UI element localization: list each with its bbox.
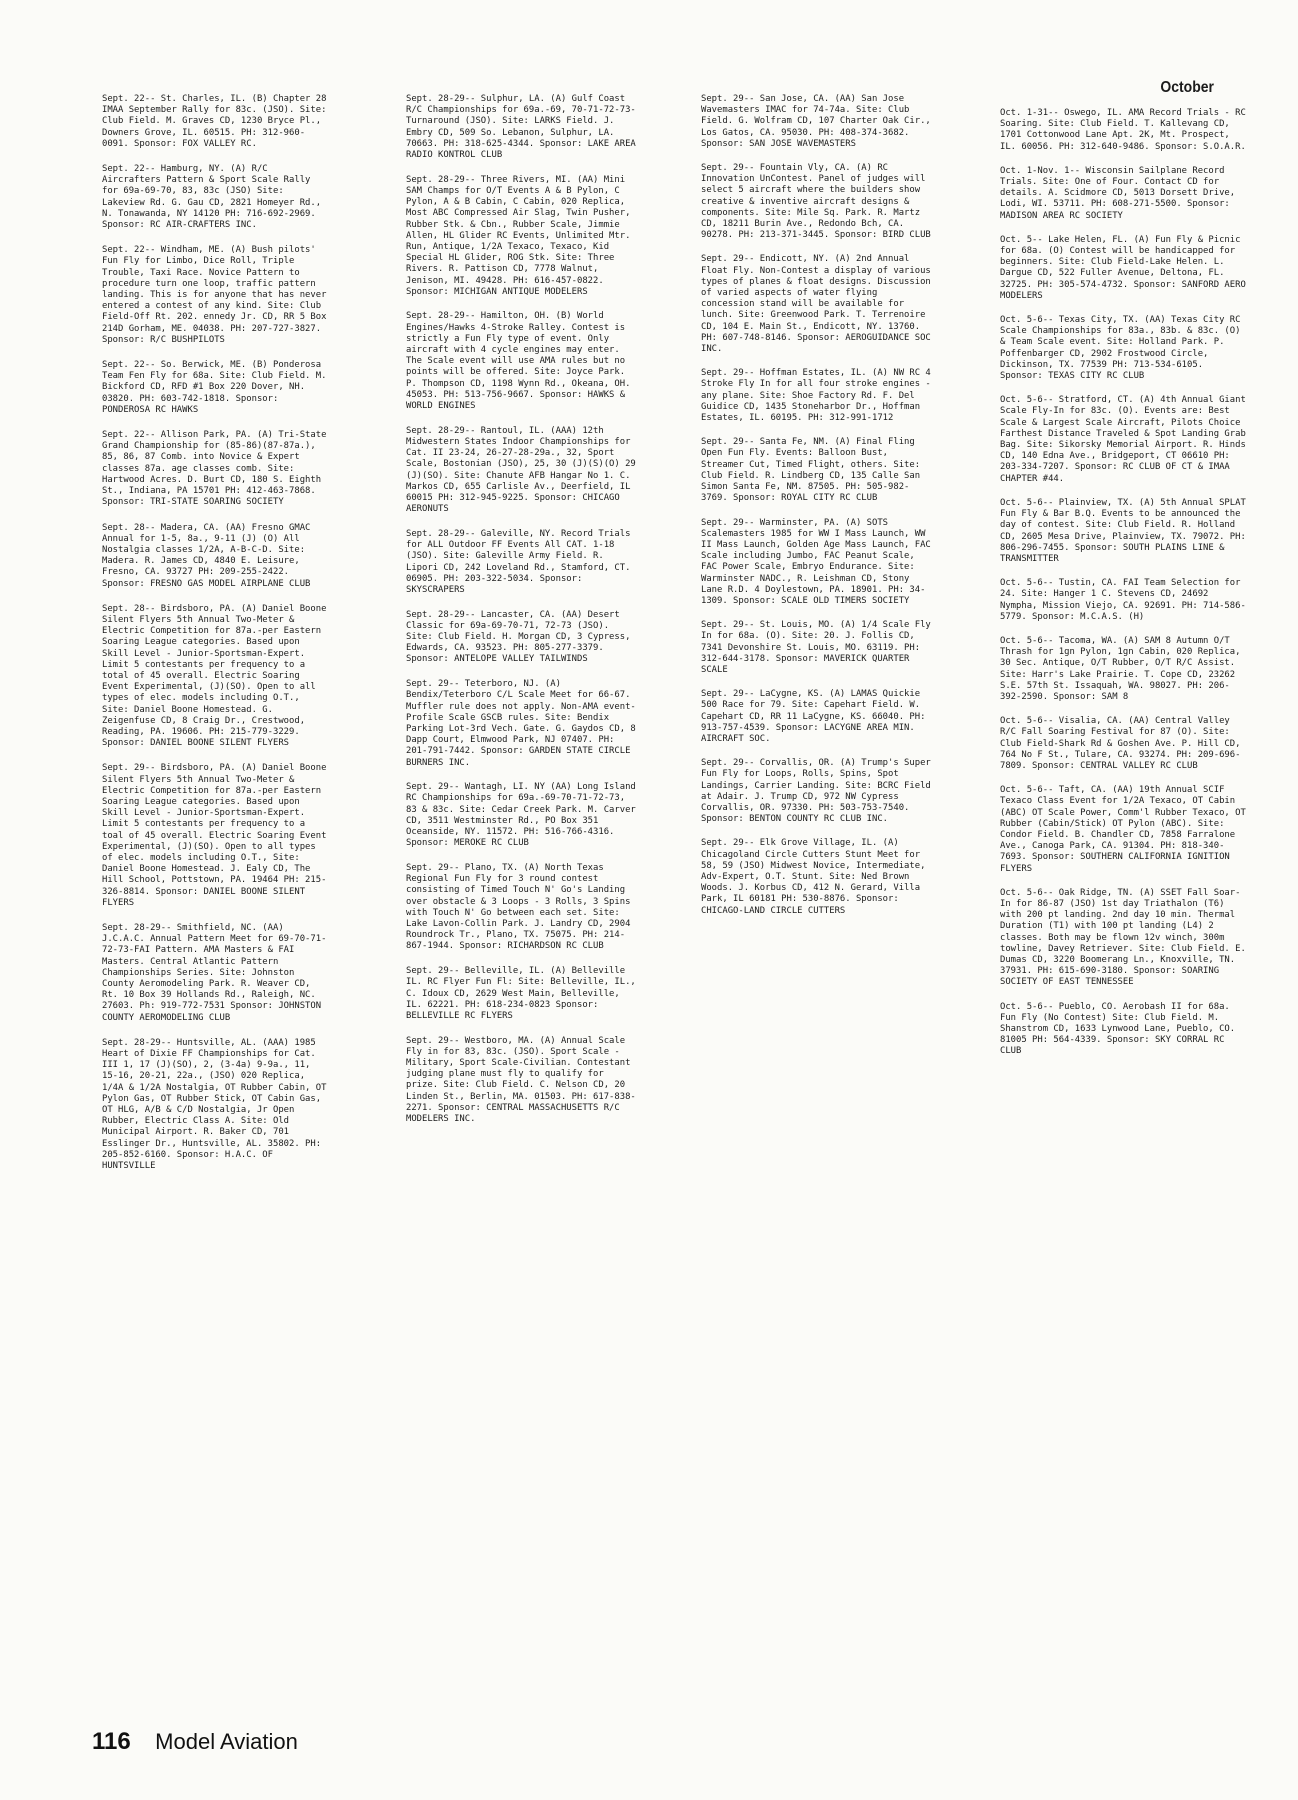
event-listing: Sept. 29-- Westboro, MA. (A) Annual Scale Fly in for 83, 83c. (JSO). Sport Scale - Military, Sport Scale-Civilian. Contestant judging plane must fly to qualify for prize. Site: Club Field. C. Nelson CD, 20 Linden St., Berlin, MA. 01503. PH: 617-838-2271. Sponsor: CENTRAL MASSACHUSETTS R/C MODELERS INC. bbox=[406, 1035, 636, 1125]
event-listing: Sept. 29-- Hoffman Estates, IL. (A) NW RC 4 Stroke Fly In for all four stroke engines - any plane. Site: Shoe Factory Rd. F. Del Guidice CD, 1435 Stoneharbor Dr., Hoffman Estates, IL. 60195. PH: 312-991-1712 bbox=[701, 368, 931, 424]
event-listing: Sept. 28-29-- Rantoul, IL. (AAA) 12th Midwestern States Indoor Championships for Cat. II 23-24, 26-27-28-29a., 32, Sport Scale, Bostonian (JSO), 25, 30 (J)(S)(O) 29 (J)(SO). Site: Chanute AFB Hangar No 1. C. Markos CD, 655 Carlisle Av., Deerfield, IL 60015 PH: 312-945-9225. Sponsor: CHICAGO AERONUTS bbox=[406, 425, 636, 515]
column-1 bbox=[102, 94, 327, 1186]
event-listing: Sept. 28-29-- Sulphur, LA. (A) Gulf Coast R/C Championships for 69a.-69, 70-71-72-73-Turnaround (JSO). Site: LARKS Field. J. Embry CD, 509 So. Lebanon, Sulphur, LA. 70663. PH: 318-625-4344. Sponsor: LAKE AREA RADIO KONTROL CLUB bbox=[406, 94, 636, 161]
event-listing: Oct. 5-6-- Tacoma, WA. (A) SAM 8 Autumn O/T Thrash for 1gn Pylon, 1gn Cabin, 020 Replica, 30 Sec. Antique, O/T Rubber, O/T R/C Assist. Site: Harr's Lake Prairie. T. Cope CD, 23262 S.E. 57th St. Issaquah, WA. 98027. PH: 206-392-2590. Sponsor: SAM 8 bbox=[1000, 635, 1241, 702]
event-listing: Sept. 29-- Teterboro, NJ. (A) Bendix/Teterboro C/L Scale Meet for 66-67. Muffler rule does not apply. Non-AMA event-Profile Scale GSCB rules. Site: Bendix Parking Lot-3rd Vech. Gate. G. Gaydos CD, 8 Dapp Court, Elmwood Park, NJ 07407. PH: 201-791-7442. Sponsor: GARDEN STATE CIRCLE BURNERS INC. bbox=[406, 679, 636, 768]
event-listing: Oct. 5-6-- Taft, CA. (AA) 19th Annual SCIF Texaco Class Event for 1/2A Texaco, OT Cabin (ABC) OT Scale Power, Comm'l Rubber Texaco, OT Rubber (Cabin/Stick) OT Pylon (ABC). Site: Condor Field. B. Chandler CD, 7858 Farralone Ave., Canoga Park, CA. 91304. PH: 818-340-7693. Sponsor: SOUTHERN CALIFORNIA IGNITION FLYERS bbox=[1000, 785, 1246, 874]
page-number: 116 bbox=[92, 1728, 131, 1755]
event-listing: Sept. 29-- Plano, TX. (A) North Texas Regional Fun Fly for 3 round contest consisting of Timed Touch N' Go's Landing over obstacle & 3 Loops - 3 Rolls, 3 Spins with Touch N' Go between each set. Site: Lake Lavon-Collin Park. J. Landry CD, 2904 Roundrock Tr., Plano, TX. 75075. PH: 214-867-1944. Sponsor: RICHARDSON RC CLUB bbox=[406, 862, 631, 952]
event-listing: Oct. 1-Nov. 1-- Wisconsin Sailplane Record Trials. Site: One of Four. Contact CD for details. A. Scidmore CD, 5013 Dorsett Drive, Lodi, WI. 53711. PH: 608-271-5500. Sponsor: MADISON AREA RC SOCIETY bbox=[1000, 165, 1236, 221]
event-listing: Sept. 28-- Madera, CA. (AA) Fresno GMAC Annual for 1-5, 8a., 9-11 (J) (O) All Nostalgia classes 1/2A, A-B-C-D. Site: Madera. R. James CD, 4840 E. Leisure, Fresno, CA. 93727 PH: 209-255-2422. Sponsor: FRESNO GAS MODEL AIRPLANE CLUB bbox=[102, 522, 311, 589]
event-listing: Oct. 5-- Lake Helen, FL. (A) Fun Fly & Picnic for 68a. (O) Contest will be handicapped for beginners. Site: Club Field-Lake Helen. L. Dargue CD, 522 Fuller Avenue, Deltona, FL. 32725. PH: 305-574-4732. Sponsor: SANFORD AERO MODELERS bbox=[1000, 234, 1246, 301]
event-listing: Sept. 22-- Allison Park, PA. (A) Tri-State Grand Championship for (85-86)(87-87a.), 85, 86, 87 Comb. into Novice & Expert classes 87a. age classes comb. Site: Hartwood Acres. D. Burt CD, 180 S. Eighth St., Indiana, PA 15701 PH: 412-463-7868. Sponsor: TRI-STATE SOARING SOCIETY bbox=[102, 430, 327, 508]
event-listing: Oct. 5-6-- Oak Ridge, TN. (A) SSET Fall Soar-In for 86-87 (JSO) 1st day Triathalon (T6) with 200 pt landing. 2nd day 10 min. Thermal Duration (T1) with 100 pt landing (L4) 2 classes. Both may be flown 12v winch, 300m towline, Davey Retriever. Site: Club Field. E. Dumas CD, 3220 Boomerang Ln., Knoxville, TN. 37931. PH: 615-690-3180. Sponsor: SOARING SOCIETY OF EAST TENNESSEE bbox=[1000, 887, 1246, 988]
event-listing: Sept. 29-- St. Louis, MO. (A) 1/4 Scale Fly In for 68a. (O). Site: 20. J. Follis CD, 7341 Devonshire St. Louis, MO. 63119. PH: 312-644-3178. Sponsor: MAVERICK QUARTER SCALE bbox=[701, 620, 931, 675]
event-listing: Sept. 22-- Hamburg, NY. (A) R/C Aircrafters Pattern & Sport Scale Rally for 69a-69-70, 83, 83c (JSO) Site: Lakeview Rd. G. Gau CD, 2821 Homeyer Rd., N. Tonawanda, NY 14120 PH: 716-692-2969. Sponsor: RC AIR-CRAFTERS INC. bbox=[102, 164, 322, 231]
event-listing: Sept. 28-- Birdsboro, PA. (A) Daniel Boone Silent Flyers 5th Annual Two-Meter & Electric Competition for 87a.-per Eastern Soaring League categories. Based upon Skill Level - Junior-Sportsman-Expert. Limit 5 contestants per frequency to a total of 45 overall. Electric Soaring Event Experimental, (J)(SO). Open to all types of elec. models including O.T., Site: Daniel Boone Homestead. G. Zeigenfuse CD, 8 Craig Dr., Crestwood, Reading, PA. 19606. PH: 215-779-3229. Sponsor: DANIEL BOONE SILENT FLYERS bbox=[102, 603, 327, 749]
event-listing: Sept. 29-- LaCygne, KS. (A) LAMAS Quickie 500 Race for 79. Site: Capehart Field. W. Capehart CD, RR 11 LaCygne, KS. 66040. PH: 913-757-4539. Sponsor: LACYGNE AREA MIN. AIRCRAFT SOC. bbox=[701, 689, 926, 744]
event-listing: Oct. 5-6-- Plainview, TX. (A) 5th Annual SPLAT Fun Fly & Bar B.Q. Events to be announced the day of contest. Site: Club Field. R. Holland CD, 2605 Mesa Drive, Plainview, TX. 79072. PH: 806-296-7455. Sponsor: SOUTH PLAINS LINE & TRANSMITTER bbox=[1000, 497, 1246, 564]
event-listing: Oct. 1-31-- Oswego, IL. AMA Record Trials - RC Soaring. Site: Club Field. T. Kallevang CD, 1701 Cottonwood Lane Apt. 2K, Mt. Prospect, IL. 60056. PH: 312-640-9486. Sponsor: S.O.A.R. bbox=[1000, 108, 1246, 152]
event-listing: Sept. 29-- San Jose, CA. (AA) San Jose Wavemasters IMAC for 74-74a. Site: Club Field. G. Wolfram CD, 107 Charter Oak Cir., Los Gatos, CA. 95030. PH: 408-374-3682. Sponsor: SAN JOSE WAVEMASTERS bbox=[701, 94, 931, 149]
event-listing: Sept. 28-29-- Hamilton, OH. (B) World Engines/Hawks 4-Stroke Ralley. Contest is strictly a Fun Fly type of event. Only aircraft with 4 cycle engines may enter. The Scale event will use AMA rules but no points will be offered. Site: Joyce Park. P. Thompson CD, 1198 Wynn Rd., Okeana, OH. 45053. PH: 513-756-9667. Sponsor: HAWKS & WORLD ENGINES bbox=[406, 311, 631, 412]
event-listing: Sept. 28-29-- Three Rivers, MI. (AA) Mini SAM Champs for O/T Events A & B Pylon, C Pylon, A & B Cabin, C Cabin, 020 Replica, Most ABC Compressed Air Slag, Twin Pusher, Rubber Stk. & Cbn., Rubber Scale, Jimmie Allen, HL Glider RC Events, Unlimited Mtr. Run, Antique, 1/2A Texaco, Texaco, Kid Special HL Glider, ROG Stk. Site: Three Rivers. R. Pattison CD, 7778 Walnut, Jenison, MI. 49428. PH: 616-457-0822. Sponsor: MICHIGAN ANTIQUE MODELERS bbox=[406, 174, 631, 297]
column-3 bbox=[701, 94, 931, 930]
event-listing: Sept. 29-- Corvallis, OR. (A) Trump's Super Fun Fly for Loops, Rolls, Spins, Spot Landings, Carrier Landing. Site: BCRC Field at Adair. J. Trump CD, 972 NW Cypress Corvallis, OR. 97330. PH: 503-753-7540. Sponsor: BENTON COUNTY RC CLUB INC. bbox=[701, 758, 931, 825]
event-listing: Oct. 5-6-- Tustin, CA. FAI Team Selection for 24. Site: Hanger 1 C. Stevens CD, 24692 Nympha, Mission Viejo, CA. 92691. PH: 714-586-5779. Sponsor: M.C.A.S. (H) bbox=[1000, 578, 1246, 622]
event-listing: Oct. 5-6-- Stratford, CT. (A) 4th Annual Giant Scale Fly-In for 83c. (O). Events are: Best Scale & Largest Scale Aircraft, Pilots Choice Farthest Distance Traveled & Spot Landing Grab Bag. Site: Sikorsky Memorial Airport. R. Hinds CD, 140 Edna Ave., Bridgeport, CT 06610 PH: 203-334-7207. Sponsor: RC CLUB OF CT & IMAA CHAPTER #44. bbox=[1000, 395, 1246, 484]
event-listing: Sept. 28-29-- Lancaster, CA. (AA) Desert Classic for 69a-69-70-71, 72-73 (JSO). Site: Club Field. H. Morgan CD, 3 Cypress, Edwards, CA. 93523. PH: 805-277-3379. Sponsor: ANTELOPE VALLEY TAILWINDS bbox=[406, 609, 631, 665]
column-4 bbox=[1000, 78, 1250, 1071]
event-listing: Sept. 29-- Wantagh, LI. NY (AA) Long Island RC Championships for 69a.-69-70-71-72-73, 83 & 83c. Site: Cedar Creek Park. M. Carver CD, 3511 Westminster Rd., PO Box 351 Oceanside, NY. 11572. PH: 516-766-4316. Sponsor: MEROKE RC CLUB bbox=[406, 782, 636, 849]
event-listing: Sept. 28-29-- Galeville, NY. Record Trials for ALL Outdoor FF Events All CAT. 1-18 (JSO). Site: Galeville Army Field. R. Lipori CD, 242 Loveland Rd., Stamford, CT. 06905. PH: 203-322-5034. Sponsor: SKYSCRAPERS bbox=[406, 528, 631, 595]
event-listing: Sept. 28-29-- Huntsville, AL. (AAA) 1985 Heart of Dixie FF Championships for Cat. III 1, 17 (J)(SO), 2, (3-4a) 9-9a., 11, 15-16, 20-21, 22a., (JSO) 020 Replica, 1/4A & 1/2A Nostalgia, OT Rubber Cabin, OT Pylon Gas, OT Rubber Stick, OT Cabin Gas, OT HLG, A/B & C/D Nostalgia, Jr Open Rubber, Electric Class A. Site: Old Municipal Airport. R. Baker CD, 701 Esslinger Dr., Huntsville, AL. 35802. PH: 205-852-6160. Sponsor: H.A.C. OF HUNTSVILLE bbox=[102, 1037, 327, 1172]
event-listing: Oct. 5-6-- Visalia, CA. (AA) Central Valley R/C Fall Soaring Festival for 87 (O). Site: Club Field-Shark Rd & Goshen Ave. P. Hill CD, 764 No F St., Tulare, CA. 93274. PH: 209-696-7809. Sponsor: CENTRAL VALLEY RC CLUB bbox=[1000, 716, 1241, 771]
event-listing: Sept. 28-29-- Smithfield, NC. (AA) J.C.A.C. Annual Pattern Meet for 69-70-71-72-73-FAI Pattern. AMA Masters & FAI Masters. Central Atlantic Pattern Championships Series. Site: Johnston County Aeromodeling Park. R. Weaver CD, Rt. 10 Box 39 Hollands Rd., Raleigh, NC. 27603. Ph: 919-772-7531 Sponsor: JOHNSTON COUNTY AEROMODELING CLUB bbox=[102, 923, 327, 1023]
event-listing: Oct. 5-6-- Texas City, TX. (AA) Texas City RC Scale Championships for 83a., 83b. & 83c. (O) & Team Scale event. Site: Holland Park. P. Poffenbarger CD, 2902 Frostwood Circle, Dickinson, TX. 77539 PH: 713-534-6105. Sponsor: TEXAS CITY RC CLUB bbox=[1000, 315, 1241, 382]
event-listing: Sept. 22-- Windham, ME. (A) Bush pilots' Fun Fly for Limbo, Dice Roll, Triple Trouble, Taxi Race. Novice Pattern to procedure turn one loop, traffic pattern landing. This is for anyone that has never entered a contest of any kind. Site: Club Field-Off Rt. 202. ennedy Jr. CD, RR 5 Box 214D Gorham, ME. 04038. PH: 207-727-3827. Sponsor: R/C BUSHPILOTS bbox=[102, 245, 327, 345]
column-2 bbox=[406, 94, 636, 1139]
event-listing: Sept. 29-- Fountain Vly, CA. (A) RC Innovation UnContest. Panel of judges will select 5 aircraft where the builders show creative & inventive aircraft designs & components. Site: Mile Sq. Park. R. Martz CD, 18211 Burin Ave., Redondo Bch, CA. 90278. PH: 213-371-3445. Sponsor: BIRD CLUB bbox=[701, 163, 931, 241]
event-listing: Sept. 29-- Belleville, IL. (A) Belleville IL. RC Flyer Fun Fl: Site: Belleville, IL., C. Idoux CD, 2629 West Main, Belleville, IL. 62221. PH: 618-234-0823 Sponsor: BELLEVILLE RC FLYERS bbox=[406, 966, 636, 1021]
month-heading: October bbox=[1160, 76, 1214, 96]
event-listing: Oct. 5-6-- Pueblo, CO. Aerobash II for 68a. Fun Fly (No Contest) Site: Club Field. M. Shanstrom CD, 1633 Lynwood Lane, Pueblo, CO. 81005 PH: 564-4339. Sponsor: SKY CORRAL RC CLUB bbox=[1000, 1001, 1236, 1057]
event-listing: Sept. 29-- Santa Fe, NM. (A) Final Fling Open Fun Fly. Events: Balloon Bust, Streamer Cut, Timed Flight, others. Site: Club Field. R. Lindberg CD, 135 Calle San Simon Santa Fe, NM. 87505. PH: 505-982-3769. Sponsor: ROYAL CITY RC CLUB bbox=[701, 437, 921, 504]
event-listing: Sept. 22-- St. Charles, IL. (B) Chapter 28 IMAA September Rally for 83c. (JSO). Site: Club Field. M. Graves CD, 1230 Bryce Pl., Downers Grove, IL. 60515. PH: 312-960-0091. Sponsor: FOX VALLEY RC. bbox=[102, 94, 327, 149]
magazine-title: Model Aviation bbox=[155, 1729, 298, 1754]
event-listing: Sept. 29-- Birdsboro, PA. (A) Daniel Boone Silent Flyers 5th Annual Two-Meter & Electric Competition for 87a.-per Eastern Soaring League categories. Based upon Skill Level - Junior-Sportsman-Expert. Limit 5 contestants per frequency to a toal of 45 overall. Electric Soaring Event Experimental, (J)(SO). Open to all types of elec. models including O.T., Site: Daniel Boone Homestead. J. Ealy CD, The Hill School, Pottstown, PA. 19464 PH: 215-326-8814. Sponsor: DANIEL BOONE SILENT FLYERS bbox=[102, 763, 327, 908]
event-listing: Sept. 29-- Elk Grove Village, IL. (A) Chicagoland Circle Cutters Stunt Meet for 58, 59 (JSO) Midwest Novice, Intermediate, Adv-Expert, O.T. Stunt. Site: Ned Brown Woods. J. Korbus CD, 412 N. Gerard, Villa Park, IL 60181 PH: 530-8876. Sponsor: CHICAGO-LAND CIRCLE CUTTERS bbox=[701, 838, 926, 916]
event-listing: Sept. 29-- Warminster, PA. (A) SOTS Scalemasters 1985 for WW I Mass Launch, WW II Mass Launch, Golden Age Mass Launch, FAC Scale including Jumbo, FAC Peanut Scale, FAC Power Scale, Embryo Endurance. Site: Warminster NADC., R. Leishman CD, Stony Lane R.D. 4 Doylestown, PA. 18901. PH: 34-1309. Sponsor: SCALE OLD TIMERS SOCIETY bbox=[701, 517, 931, 606]
page-footer bbox=[92, 1728, 298, 1756]
event-listing: Sept. 29-- Endicott, NY. (A) 2nd Annual Float Fly. Non-Contest a display of various types of planes & float designs. Discussion of varied aspects of water flying concession stand will be available for lunch. Site: Greenwood Park. T. Terrenoire CD, 104 E. Main St., Endicott, NY. 13760. PH: 607-748-8146. Sponsor: AEROGUIDANCE SOC INC. bbox=[701, 254, 931, 355]
event-listing: Sept. 22-- So. Berwick, ME. (B) Ponderosa Team Fen Fly for 68a. Site: Club Field. M. Bickford CD, RFD #1 Box 220 Dover, NH. 03820. PH: 603-742-1818. Sponsor: PONDEROSA RC HAWKS bbox=[102, 360, 327, 415]
